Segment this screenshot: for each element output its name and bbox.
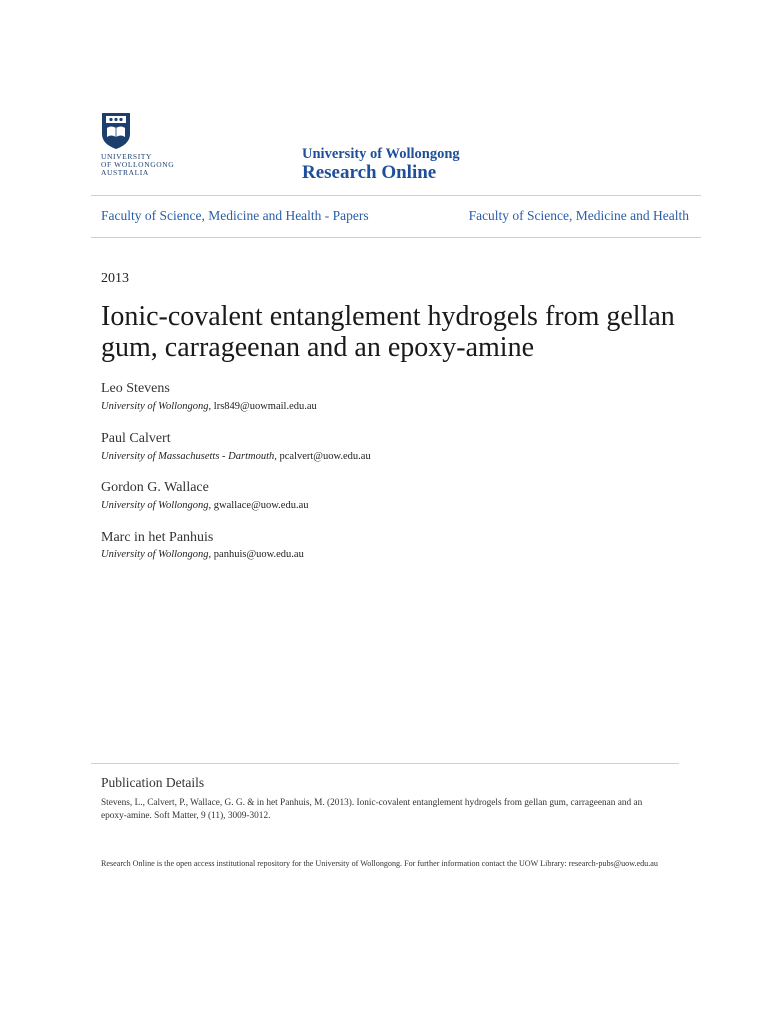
logo-line: UNIVERSITY (101, 152, 152, 161)
logo-line: AUSTRALIA (101, 168, 149, 177)
publication-citation: Stevens, L., Calvert, P., Wallace, G. G. & in het Panhuis, M. (2013). Ionic-covalent entanglement hydrogels from gellan gum, carrageenan and an epoxy-amine. Soft Matter, 9 (11), 3009-3012. (101, 798, 643, 821)
author-email[interactable]: , gwallace@uow.edu.au (208, 500, 309, 511)
faculty-papers-link[interactable]: Faculty of Science, Medicine and Health - Papers (101, 208, 369, 223)
faculty-link[interactable]: Faculty of Science, Medicine and Health (468, 208, 689, 223)
repository-university-name: University of Wollongong (302, 146, 460, 162)
author-name[interactable]: Leo Stevens (101, 381, 170, 396)
publication-year: 2013 (101, 271, 129, 286)
repository-name: Research Online (302, 162, 437, 183)
divider-bottom (91, 237, 701, 238)
author-institution: University of Wollongong (101, 500, 209, 511)
university-crest-icon (101, 112, 131, 150)
publication-details-heading: Publication Details (101, 775, 205, 790)
author-institution: University of Wollongong (101, 401, 209, 412)
publication-divider (91, 763, 679, 764)
author-email[interactable]: , lrs849@uowmail.edu.au (208, 401, 317, 412)
author-affiliation (101, 401, 317, 412)
author-email[interactable]: , panhuis@uow.edu.au (208, 549, 304, 560)
logo-line: OF WOLLONGONG (101, 160, 175, 169)
university-logo-text (101, 153, 174, 177)
author-name[interactable]: Gordon G. Wallace (101, 480, 209, 495)
author-email[interactable]: , pcalvert@uow.edu.au (274, 451, 371, 462)
divider-top (91, 195, 701, 196)
author-affiliation (101, 549, 304, 560)
paper-title: Ionic-covalent entanglement hydrogels from gellan gum, carrageenan and an epoxy-amine (101, 301, 675, 363)
author-institution: University of Wollongong (101, 549, 209, 560)
author-institution: University of Massachusetts - Dartmouth (101, 451, 275, 462)
author-name[interactable]: Marc in het Panhuis (101, 530, 214, 545)
author-affiliation (101, 500, 308, 511)
author-affiliation (101, 451, 371, 462)
author-name[interactable]: Paul Calvert (101, 431, 171, 446)
repository-footer-note: Research Online is the open access institutional repository for the University of Wollongong. For further information contact the UOW Library: research-pubs@uow.edu.au (101, 859, 658, 868)
